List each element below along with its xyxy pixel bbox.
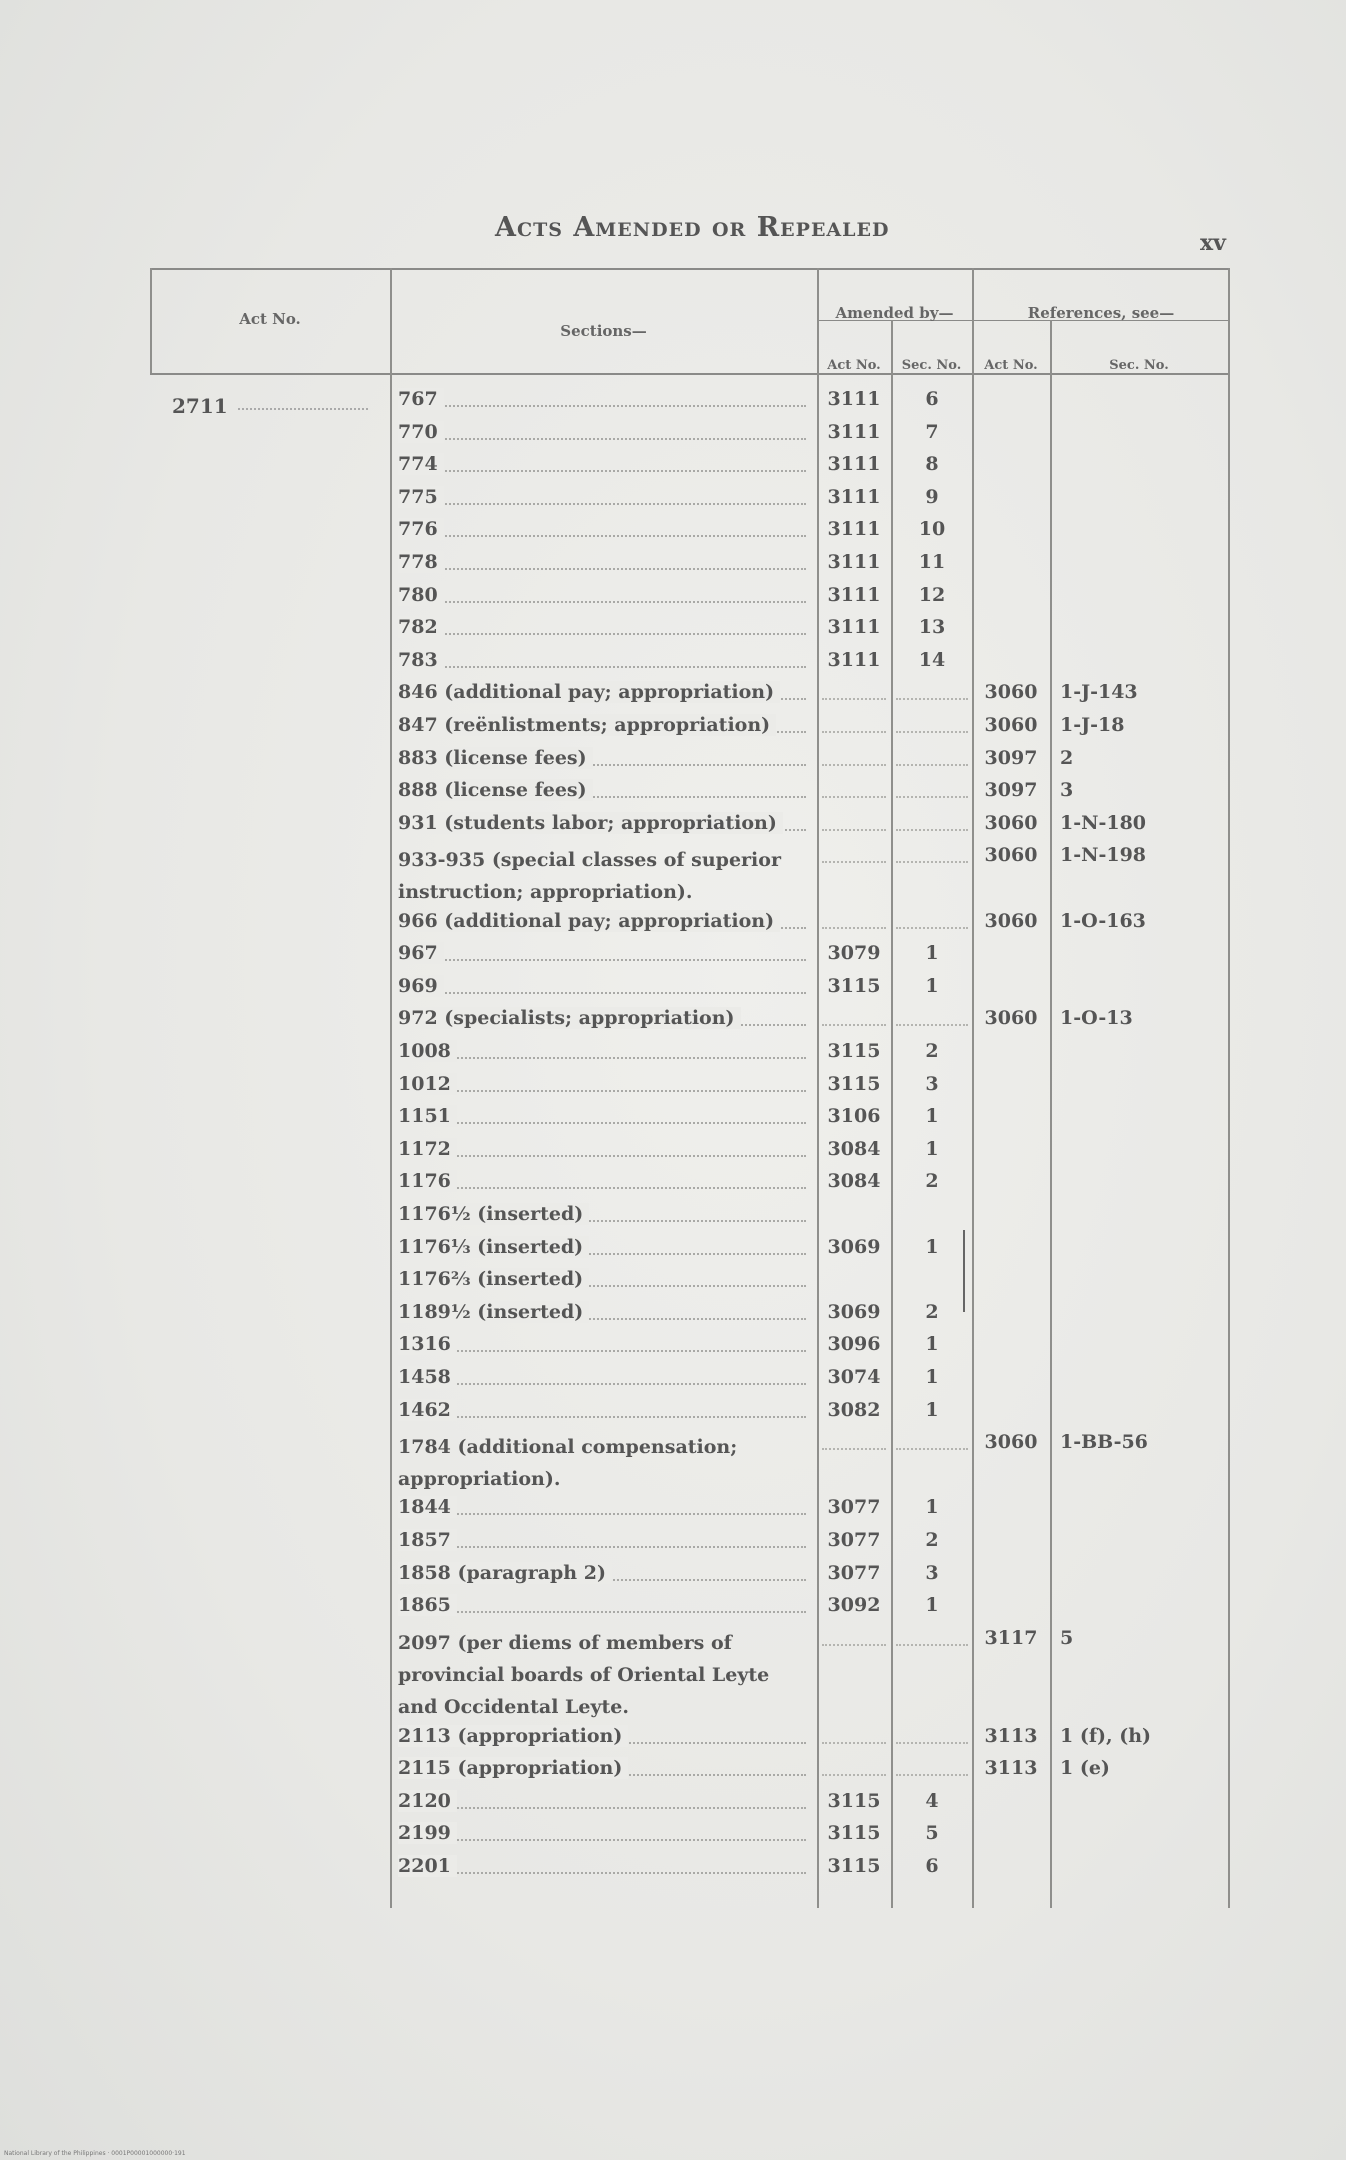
amend-sec-cell: 2 xyxy=(925,1300,939,1323)
section-cell xyxy=(398,388,810,410)
section-label: 972 (specialists; appropriation) xyxy=(398,1007,741,1029)
leader-dots xyxy=(398,1611,806,1613)
empty-cell-leader xyxy=(896,861,968,863)
empty-cell-leader xyxy=(896,1742,968,1744)
amend-act-cell: 3084 xyxy=(827,1137,881,1160)
section-cell xyxy=(398,681,810,703)
act-number: 2711 xyxy=(172,394,228,418)
section-cell: 2097 (per diems of members of provincial boards of Oriental Leyte and Occidental Leyte. xyxy=(398,1631,770,1718)
amend-act-cell: 3111 xyxy=(827,388,881,410)
table-row xyxy=(150,1301,1230,1334)
table-row xyxy=(150,844,1230,909)
table-row xyxy=(150,1236,1230,1269)
amend-act-cell: 3115 xyxy=(827,1072,881,1095)
table-row xyxy=(150,388,1230,421)
ref-act-cell: 3060 xyxy=(984,1007,1038,1030)
section-cell xyxy=(398,1366,810,1388)
amend-act-cell: 3115 xyxy=(827,1040,881,1062)
amend-sec-cell: 2 xyxy=(925,1170,939,1193)
empty-cell-leader xyxy=(896,927,968,929)
section-cell xyxy=(398,649,810,671)
section-label: 888 (license fees) xyxy=(398,779,593,801)
table-row xyxy=(150,518,1230,551)
section-label: 775 xyxy=(398,486,444,508)
amend-sec-cell: 1 xyxy=(925,1496,939,1519)
section-cell xyxy=(398,1822,810,1844)
table-row xyxy=(150,1790,1230,1823)
section-label: 1857 xyxy=(398,1529,457,1551)
section-label: 767 xyxy=(398,388,444,410)
section-cell xyxy=(398,1399,810,1421)
section-cell xyxy=(398,1236,810,1258)
ref-sec-cell: 1-J-18 xyxy=(1060,714,1125,736)
amend-act-cell: 3111 xyxy=(827,583,881,606)
table-row xyxy=(150,779,1230,812)
section-cell xyxy=(398,486,810,508)
table-row xyxy=(150,1203,1230,1236)
table-row xyxy=(150,551,1230,584)
ref-sec-cell: 1-O-13 xyxy=(1060,1007,1133,1030)
empty-cell-leader xyxy=(896,731,968,733)
header-amend-sec-no: Sec. No. xyxy=(901,358,962,373)
amend-act-cell: 3069 xyxy=(827,1300,881,1323)
ref-sec-cell: 5 xyxy=(1060,1626,1074,1649)
section-cell xyxy=(398,1301,810,1323)
leader-dots xyxy=(398,1513,806,1515)
section-label: 1865 xyxy=(398,1594,457,1616)
section-label: 782 xyxy=(398,616,444,638)
ref-act-cell: 3060 xyxy=(984,1431,1038,1454)
section-label: 783 xyxy=(398,649,444,671)
section-cell xyxy=(398,1105,810,1127)
table-row xyxy=(150,975,1230,1008)
section-label: 847 (reënlistments; appropriation) xyxy=(398,714,776,736)
section-cell xyxy=(398,1529,810,1551)
table-row xyxy=(150,1529,1230,1562)
section-label: 2115 (appropriation) xyxy=(398,1757,628,1779)
empty-cell-leader xyxy=(822,829,886,831)
empty-cell-leader xyxy=(896,1774,968,1776)
amend-act-cell: 3111 xyxy=(827,518,881,541)
amend-act-cell: 3096 xyxy=(827,1333,881,1356)
header-bottom-rule xyxy=(150,373,1230,375)
table-row xyxy=(150,1073,1230,1106)
ref-act-cell: 3060 xyxy=(984,909,1038,932)
acts-table xyxy=(150,268,1230,1908)
section-label: 883 (license fees) xyxy=(398,747,593,769)
leader-dots xyxy=(398,1416,806,1418)
amend-act-cell: 3111 xyxy=(827,551,881,573)
empty-cell-leader xyxy=(822,1448,886,1450)
amend-act-cell: 3115 xyxy=(827,1789,881,1812)
amend-act-cell: 3077 xyxy=(827,1561,881,1584)
table-row xyxy=(150,812,1230,845)
leader-dots xyxy=(398,1155,806,1157)
section-label: 1189½ (inserted) xyxy=(398,1301,589,1323)
page-number: xv xyxy=(1200,230,1226,256)
empty-cell-leader xyxy=(896,764,968,766)
amend-sec-cell: 1 xyxy=(925,974,939,997)
table-row xyxy=(150,1431,1230,1496)
ref-act-cell: 3060 xyxy=(984,811,1038,834)
empty-cell-leader xyxy=(822,1644,886,1646)
amend-sec-cell: 6 xyxy=(925,388,939,410)
section-label: 1176½ (inserted) xyxy=(398,1203,589,1225)
leader-dots xyxy=(398,405,806,407)
table-row xyxy=(150,1333,1230,1366)
section-label: 2113 (appropriation) xyxy=(398,1725,628,1747)
section-label: 780 xyxy=(398,584,444,606)
empty-cell-leader xyxy=(822,1742,886,1744)
leader-dots xyxy=(398,438,806,440)
ref-sec-cell: 2 xyxy=(1060,746,1074,769)
section-cell xyxy=(398,1790,810,1812)
empty-cell-leader xyxy=(822,1774,886,1776)
section-cell xyxy=(398,453,810,475)
section-label: 1462 xyxy=(398,1399,457,1421)
table-row xyxy=(150,942,1230,975)
amend-sec-cell: 1 xyxy=(925,1333,939,1356)
ref-act-cell: 3060 xyxy=(984,714,1038,736)
table-row xyxy=(150,1725,1230,1758)
leader-dots xyxy=(398,1839,806,1841)
header-amend-act-no: Act No. xyxy=(827,358,881,373)
section-cell xyxy=(398,975,810,997)
ref-act-cell: 3060 xyxy=(984,681,1038,704)
amend-sec-cell: 12 xyxy=(918,583,946,606)
header-ref-act-no: Act No. xyxy=(984,358,1038,373)
table-top-rule xyxy=(150,268,1230,270)
ref-act-cell: 3117 xyxy=(984,1626,1038,1649)
table-row xyxy=(150,1366,1230,1399)
leader-dots xyxy=(398,633,806,635)
amend-act-cell: 3115 xyxy=(827,1855,881,1877)
section-label: 2201 xyxy=(398,1855,457,1877)
amend-sec-cell: 6 xyxy=(925,1855,939,1877)
leader-dots xyxy=(398,1546,806,1548)
section-cell xyxy=(398,1594,810,1616)
table-row xyxy=(150,616,1230,649)
amend-act-cell: 3106 xyxy=(827,1105,881,1128)
section-label: 1176 xyxy=(398,1170,457,1192)
ref-act-cell: 3097 xyxy=(984,746,1038,769)
empty-cell-leader xyxy=(822,861,886,863)
ref-act-cell: 3113 xyxy=(984,1757,1038,1780)
leader-dots xyxy=(398,568,806,570)
header-amended-by: Amended by— xyxy=(835,304,954,322)
section-cell xyxy=(398,747,810,769)
section-cell xyxy=(398,779,810,801)
amend-sec-cell: 1 xyxy=(925,1366,939,1388)
amend-act-cell: 3082 xyxy=(827,1398,881,1421)
ref-sec-cell: 3 xyxy=(1060,779,1074,802)
table-row xyxy=(150,1855,1230,1888)
ref-sec-cell: 1-J-143 xyxy=(1060,681,1138,704)
empty-cell-leader xyxy=(822,698,886,700)
amend-act-cell: 3079 xyxy=(827,942,881,965)
header-sections: Sections— xyxy=(560,322,647,340)
leader-dots xyxy=(398,470,806,472)
section-cell xyxy=(398,1040,810,1062)
amend-sec-cell: 4 xyxy=(925,1789,939,1812)
section-label: 776 xyxy=(398,518,444,540)
header-ref-sec-no: Sec. No. xyxy=(1109,358,1169,373)
leader-dots xyxy=(398,1090,806,1092)
ref-sec-cell: 1 (f), (h) xyxy=(1060,1724,1152,1747)
ref-sec-cell: 1 (e) xyxy=(1060,1757,1110,1780)
table-row xyxy=(150,1105,1230,1138)
section-cell xyxy=(398,551,810,573)
empty-cell-leader xyxy=(896,1448,968,1450)
leader-dots xyxy=(398,666,806,668)
amend-act-cell: 3077 xyxy=(827,1496,881,1519)
section-label: 967 xyxy=(398,942,444,964)
table-row xyxy=(150,1562,1230,1595)
table-row xyxy=(150,1040,1230,1073)
section-cell xyxy=(398,910,810,932)
amend-sec-cell: 13 xyxy=(918,616,946,639)
section-cell xyxy=(398,1757,810,1779)
table-row xyxy=(150,1757,1230,1790)
section-label: 774 xyxy=(398,453,444,475)
amend-sec-cell: 2 xyxy=(925,1040,939,1062)
amend-act-cell: 3092 xyxy=(827,1594,881,1617)
section-label: 1176⅔ (inserted) xyxy=(398,1268,589,1290)
section-cell xyxy=(398,1268,810,1290)
section-cell xyxy=(398,518,810,540)
section-label: 1012 xyxy=(398,1073,457,1095)
table-row xyxy=(150,421,1230,454)
amend-sec-cell: 3 xyxy=(925,1561,939,1584)
amend-act-cell: 3111 xyxy=(827,420,881,443)
header-act-no: Act No. xyxy=(239,310,301,328)
leader-dots xyxy=(398,992,806,994)
amend-sec-cell: 7 xyxy=(925,420,939,443)
leader-dots xyxy=(398,1350,806,1352)
section-label: 778 xyxy=(398,551,444,573)
amend-sec-cell: 1 xyxy=(925,1137,939,1160)
section-cell xyxy=(398,942,810,964)
ref-sec-cell: 1-BB-56 xyxy=(1060,1431,1148,1454)
section-cell xyxy=(398,1203,810,1225)
ref-sec-cell: 1-N-180 xyxy=(1060,811,1147,834)
amend-act-cell: 3115 xyxy=(827,1822,881,1845)
leader-dots xyxy=(398,1057,806,1059)
section-label: 966 (additional pay; appropriation) xyxy=(398,910,780,932)
amend-sec-cell: 2 xyxy=(925,1529,939,1551)
ref-act-cell: 3113 xyxy=(984,1724,1038,1747)
amend-sec-cell: 9 xyxy=(925,485,939,508)
table-row xyxy=(150,1007,1230,1040)
section-label: 846 (additional pay; appropriation) xyxy=(398,681,780,703)
table-row xyxy=(150,1170,1230,1203)
section-label: 770 xyxy=(398,421,444,443)
empty-cell-leader xyxy=(822,796,886,798)
amend-act-cell: 3111 xyxy=(827,648,881,671)
leader-dots xyxy=(398,503,806,505)
amend-act-cell: 3074 xyxy=(827,1366,881,1388)
empty-cell-leader xyxy=(896,1024,968,1026)
section-cell xyxy=(398,1073,810,1095)
section-cell xyxy=(398,1855,810,1877)
empty-cell-leader xyxy=(822,764,886,766)
section-label: 1858 (paragraph 2) xyxy=(398,1562,612,1584)
amend-sec-cell: 14 xyxy=(918,648,946,671)
leader-dots xyxy=(398,601,806,603)
empty-cell-leader xyxy=(822,1024,886,1026)
section-label: 1316 xyxy=(398,1333,457,1355)
amend-act-cell: 3111 xyxy=(827,485,881,508)
amend-act-cell: 3077 xyxy=(827,1529,881,1551)
section-cell: 1784 (additional compensation; appropriation). xyxy=(398,1436,738,1491)
section-cell xyxy=(398,1170,810,1192)
empty-cell-leader xyxy=(822,731,886,733)
leader-dots xyxy=(398,959,806,961)
section-cell xyxy=(398,421,810,443)
table-row xyxy=(150,486,1230,519)
table-row xyxy=(150,1268,1230,1301)
scan-footer: National Library of the Philippines · 0001P00001000000·191 xyxy=(4,2150,186,2157)
section-label: 1151 xyxy=(398,1105,457,1127)
section-cell xyxy=(398,1725,810,1747)
section-cell xyxy=(398,1496,810,1518)
amend-sec-cell: 1 xyxy=(925,1398,939,1421)
table-row xyxy=(150,1594,1230,1627)
leader-dots xyxy=(398,1807,806,1809)
section-cell xyxy=(398,584,810,606)
table-row xyxy=(150,453,1230,486)
section-label: 931 (students labor; appropriation) xyxy=(398,812,783,834)
empty-cell-leader xyxy=(896,796,968,798)
amend-sec-cell: 1 xyxy=(925,1594,939,1617)
empty-cell-leader xyxy=(896,829,968,831)
section-cell xyxy=(398,714,810,736)
section-label: 2120 xyxy=(398,1790,457,1812)
section-label: 1008 xyxy=(398,1040,457,1062)
amend-sec-cell: 5 xyxy=(925,1822,939,1845)
table-row xyxy=(150,714,1230,747)
amend-sec-cell: 8 xyxy=(925,453,939,476)
table-row xyxy=(150,681,1230,714)
amend-act-cell: 3084 xyxy=(827,1170,881,1193)
table-row xyxy=(150,1138,1230,1171)
amend-act-cell: 3111 xyxy=(827,453,881,476)
ref-act-cell: 3097 xyxy=(984,779,1038,802)
page-title: Acts Amended or Repealed xyxy=(495,212,890,243)
amend-sec-cell: 11 xyxy=(918,551,946,573)
table-row xyxy=(150,649,1230,682)
amend-sec-cell: 10 xyxy=(918,518,946,541)
empty-cell-leader xyxy=(896,698,968,700)
ref-sec-cell: 1-N-198 xyxy=(1060,844,1147,867)
leader-dots xyxy=(398,1872,806,1874)
section-cell xyxy=(398,1007,810,1029)
amend-act-cell: 3069 xyxy=(827,1235,881,1258)
amend-sec-cell: 1 xyxy=(925,942,939,965)
amend-sec-cell: 3 xyxy=(925,1072,939,1095)
leader-dots xyxy=(398,1187,806,1189)
section-label: 969 xyxy=(398,975,444,997)
header-references: References, see— xyxy=(1027,304,1175,322)
section-cell xyxy=(398,1562,810,1584)
ref-sec-cell: 1-O-163 xyxy=(1060,909,1146,932)
section-cell: 933-935 (special classes of superior instruction; appropriation). xyxy=(398,849,781,904)
section-cell xyxy=(398,812,810,834)
section-cell xyxy=(398,616,810,638)
amend-act-cell: 3115 xyxy=(827,974,881,997)
section-label: 2199 xyxy=(398,1822,457,1844)
empty-cell-leader xyxy=(822,927,886,929)
leader-dots xyxy=(398,535,806,537)
section-label: 1172 xyxy=(398,1138,457,1160)
table-row xyxy=(150,1399,1230,1432)
table-row xyxy=(150,1822,1230,1855)
section-label: 1458 xyxy=(398,1366,457,1388)
amend-act-cell: 3111 xyxy=(827,616,881,639)
section-label: 1844 xyxy=(398,1496,457,1518)
table-row xyxy=(150,910,1230,943)
section-cell xyxy=(398,1333,810,1355)
ref-act-cell: 3060 xyxy=(984,844,1038,867)
table-row xyxy=(150,747,1230,780)
leader-dots xyxy=(398,1383,806,1385)
empty-cell-leader xyxy=(896,1644,968,1646)
section-cell xyxy=(398,1138,810,1160)
leader-dots xyxy=(398,1122,806,1124)
section-label: 1176⅓ (inserted) xyxy=(398,1236,589,1258)
amend-sec-cell: 1 xyxy=(925,1235,939,1258)
table-row xyxy=(150,1627,1230,1725)
table-row xyxy=(150,1496,1230,1529)
table-row xyxy=(150,584,1230,617)
amend-sec-cell: 1 xyxy=(925,1105,939,1128)
